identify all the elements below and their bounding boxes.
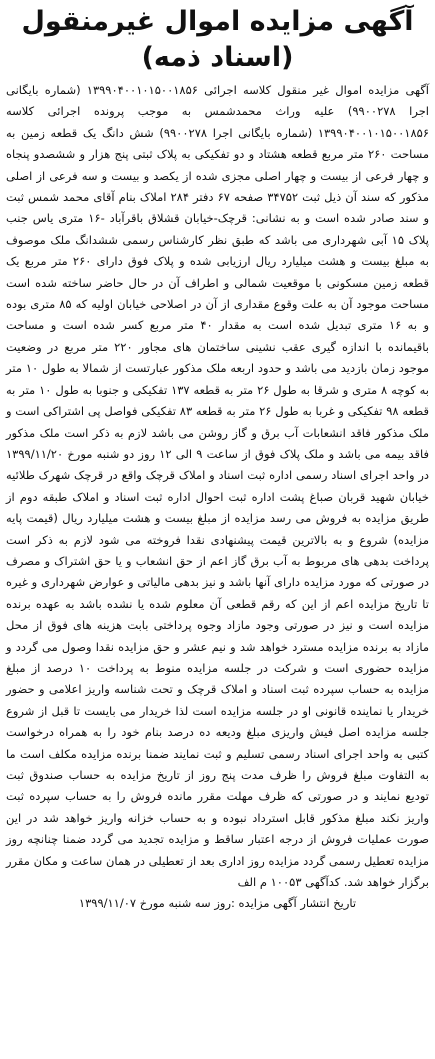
notice-body-paragraph: آگهی مزایده اموال غیر منقول کلاسه اجرائی ۱۳۹۹۰۴۰۰۱۰۱۵۰۰۱۸۵۶ (شماره بایگانی اجرا ۹۹۰۰۲۷۸) علیه وراث محمدشمس به موجب پرونده اجرائی کلاسه ۱۳۹۹۰۴۰۰۱۰۱۵۰۰۱۸۵۶ (شماره بایگانی اجرا ۹۹۰۰۲۷۸) شش دانگ یک قطعه زمین به مساحت ۲۶۰ متر مربع قطعه هشتاد و دو تفکیکی به پلاک ثبتی پنج هزار و ششصدو پنجاه و چهار فرعی از بیست و چهار اصلی مجزی شده از یکصد و بیست و سه فرعی از اصلی مذکور که سند آن ذیل ثبت ۳۴۷۵۲ صفحه ۶۷ دفتر ۲۸۴ املاک بنام آقای محمد شمس ثبت و سند صادر شده است و به نشانی: قرچک-خیابان قشلاق باقرآباد -۱۶ متری یاس جنب پلاک ۱۵ آبی شهرداری می باشد که طبق نظر کارشناس رسمی ششدانگ ملک موصوف به مبلغ بیست و هشت میلیارد ریال ارزیابی شده و پلاک فوق دارای ۲۶۰ متر مربع یک قطعه زمین مسکونی با موقعیت شمالی و اطراف آن در حال حاضر ساخته شده است مساحت موجود آن به علت وقوع مقداری از آن در اصلاحی خیابان اولیه که ۸۵ متری بوده و به ۱۶ متری تبدیل شده است به مقدار ۴۰ متر مربع کسر شده است و مساحت باقیمانده با اندازه گیری عقب نشینی ساختمان های مجاور ۲۲۰ متر مربع در وضعیت موجود زمان بازدید می باشد و حدود اربعه ملک مذکور عبارتست از شمالا به طول ۱۰ متر به کوچه ۸ متری و شرقا به طول ۲۶ متر به قطعه ۱۳۷ تفکیکی و جنوبا به طول ۱۰ متر به قطعه ۹۸ تفکیکی و غربا به طول ۲۶ متر به قطعه ۸۳ تفکیکی فواصل پی اشتراکی است و ملک مذکور فاقد انشعابات آب برق و گاز روشن می باشد لازم به ذکر است ملک مذکور فاقد بیمه می باشد و ملک پلاک فوق از ساعت ۹ الی ۱۲ روز دو شنبه مورخ ۱۳۹۹/۱۱/۲۰ در واحد اجرای اسناد رسمی اداره ثبت اسناد و املاک قرچک واقع در قرچک شهرک طلائیه خیابان شهید قربان صباغ پشت اداره ثبت احوال اداره ثبت اسناد و املاک طبقه دوم از طریق مزایده به فروش می رسد مزایده از مبلغ بیست و هشت میلیارد ریال (قیمت پایه مزایده) شروع و به بالاترین قیمت پیشنهادی نقدا فروخته می شود لازم به ذکر است پرداخت بدهی های مربوط به آب برق گاز اعم از حق انشعاب و یا حق اشتراک و مصرف در صورتی که مورد مزایده دارای آنها باشد و نیز بدهی مالیاتی و عوارض شهرداری و غیره تا تاریخ مزایده اعم از این که رقم قطعی آن معلوم شده یا نشده باشد به عهده برنده مزایده است و نیز در صورتی وجود مازاد وجوه پرداختی بابت هزینه های فوق از محل مازاد به برنده مزایده مسترد خواهد شد و نیم عشر و حق مزایده نقدا وصول می گردد و مزایده حضوری است و شرکت در جلسه مزایده منوط به پرداخت ۱۰ درصد از مبلغ مزایده به حساب سپرده ثبت اسناد و املاک قرچک و تحت شناسه واریز اعلامی و حضور خریدار یا نماینده قانونی او در جلسه مزایده است لذا خریدار می بایست تا قبل از شروع جلسه مزایده اصل فیش واریزی مبلغ ودیعه ده درصد بنام خود را به همراه درخواست کتبی به واحد اجرای اسناد رسمی تسلیم و ثبت نمایند ضمنا برنده مزایده مکلف است ما به التفاوت مبلغ فروش را ظرف مدت پنج روز از تاریخ مزایده به حساب صندوق ثبت تودیع نمایند و در صورتی که ظرف مهلت مقرر مانده فروش را به حساب سپرده ثبت واریز نکند مبلغ مذکور قابل استرداد نبوده و به حساب خزانه واریز خواهد شد در این صورت عملیات فروش از درجه اعتبار ساقط و مزایده تجدید می گردد ضمنا چنانچه روز مزایده تعطیل رسمی گردد مزایده روز اداری بعد از تعطیلی در همان ساعت و مکان مقرر برگزار خواهد شد. کدآگهی ۱۰۰۵۳ م الف (6, 83, 430, 890)
notice-subtitle: (اسناد ذمه) (141, 42, 294, 73)
publication-date-line: تاریخ انتشار آگهی مزایده :روز سه شنبه مورخ ۱۳۹۹/۱۱/۰۷ (78, 896, 357, 911)
notice-title: آگهی مزایده اموال غیرمنقول (21, 6, 414, 37)
notice-body (6, 80, 429, 893)
